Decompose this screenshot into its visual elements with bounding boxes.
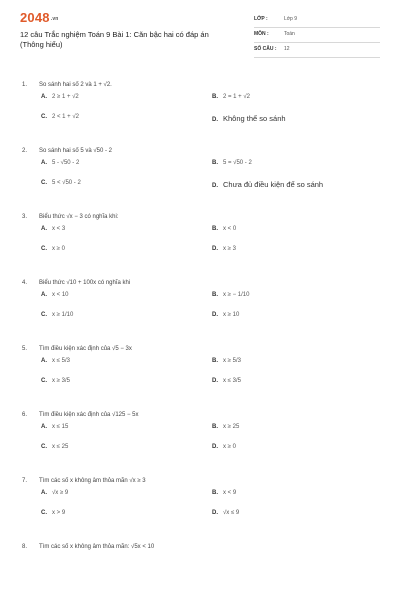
option-label: A.	[41, 490, 47, 496]
answer-option[interactable]	[212, 292, 249, 298]
question-text: So sánh hai số 2 và 1 + √2.	[39, 82, 112, 88]
title-line-1: 12 câu Trắc nghiệm Toán 9 Bài 1: Căn bậc hai có đáp án	[20, 30, 209, 39]
answer-option[interactable]	[41, 510, 65, 516]
question-stem	[22, 212, 382, 224]
option-text: x ≥ 0	[52, 246, 65, 252]
question-stem	[22, 476, 382, 488]
option-row	[22, 488, 382, 508]
option-label: D.	[212, 246, 218, 252]
option-row	[22, 508, 382, 528]
answer-option[interactable]	[212, 444, 236, 450]
option-label: A.	[41, 358, 47, 364]
option-text: x ≤ 25	[52, 444, 69, 450]
document-header	[0, 0, 400, 62]
answer-option[interactable]	[212, 246, 236, 252]
question-number: 6.	[22, 412, 28, 418]
option-text: x ≥ 0	[223, 444, 236, 450]
option-row	[22, 158, 382, 178]
option-label: D.	[212, 378, 218, 384]
answer-option[interactable]	[41, 444, 68, 450]
option-text: x > 9	[52, 510, 66, 516]
question-stem	[22, 278, 382, 290]
question-item	[22, 344, 382, 410]
option-row	[22, 356, 382, 376]
option-text: Không thể so sánh	[223, 114, 286, 123]
meta-label: LỚP :	[254, 16, 268, 22]
question-stem	[22, 80, 382, 92]
question-text: Tìm điều kiện xác định của √125 − 5x	[39, 412, 139, 418]
option-text: 2 = 1 + √2	[223, 94, 250, 100]
answer-option[interactable]	[41, 114, 79, 120]
answer-option[interactable]	[212, 226, 236, 232]
answer-option[interactable]	[41, 378, 70, 384]
option-text: 5 = √50 - 2	[223, 160, 252, 166]
option-text: x ≥ 25	[223, 424, 240, 430]
option-text: 5 - √50 - 2	[52, 160, 80, 166]
meta-row-class	[254, 13, 380, 28]
answer-option[interactable]	[212, 358, 241, 364]
option-text: x ≥ 10	[223, 312, 240, 318]
meta-row-count	[254, 43, 380, 58]
meta-value: Toán	[284, 31, 295, 37]
document-title	[20, 30, 245, 50]
option-text: x < 0	[223, 226, 237, 232]
meta-row-subject	[254, 28, 380, 43]
question-item	[22, 542, 382, 554]
question-item	[22, 212, 382, 278]
answer-option[interactable]	[212, 424, 239, 430]
question-stem	[22, 146, 382, 158]
meta-value: 12	[284, 46, 290, 52]
site-logo[interactable]	[20, 10, 59, 25]
option-row	[22, 224, 382, 244]
question-number: 2.	[22, 148, 28, 154]
answer-option[interactable]	[212, 510, 239, 516]
option-label: D.	[212, 117, 218, 123]
logo-main: 2048	[20, 10, 50, 25]
option-label: C.	[41, 312, 47, 318]
question-number: 8.	[22, 544, 28, 550]
question-number: 4.	[22, 280, 28, 286]
answer-option[interactable]	[212, 114, 286, 123]
answer-option[interactable]	[212, 180, 323, 189]
option-row	[22, 244, 382, 264]
question-item	[22, 476, 382, 542]
question-spacer	[22, 132, 382, 146]
question-text: Tìm các số x không âm thỏa mãn: √5x < 10	[39, 544, 155, 550]
option-text: x ≤ 3/5	[223, 378, 241, 384]
answer-option[interactable]	[41, 490, 68, 496]
option-label: A.	[41, 160, 47, 166]
option-label: C.	[41, 246, 47, 252]
question-stem	[22, 542, 382, 554]
option-text: x ≤ 15	[52, 424, 69, 430]
meta-label: SỐ CÂU :	[254, 46, 277, 52]
question-spacer	[22, 264, 382, 278]
option-text: x < 3	[52, 226, 66, 232]
option-label: C.	[41, 114, 47, 120]
option-text: x ≤ 5/3	[52, 358, 70, 364]
question-spacer	[22, 396, 382, 410]
answer-option[interactable]	[41, 358, 70, 364]
option-text: x < 10	[52, 292, 69, 298]
question-number: 3.	[22, 214, 28, 220]
question-item	[22, 146, 382, 212]
logo-sub: .vn	[50, 15, 59, 22]
option-label: C.	[41, 180, 47, 186]
option-text: 2 < 1 + √2	[52, 114, 79, 120]
meta-info	[254, 13, 380, 58]
question-stem	[22, 344, 382, 356]
question-spacer	[22, 528, 382, 542]
question-text: Tìm điều kiện xác định của √5 − 3x	[39, 346, 132, 352]
option-label: B.	[212, 424, 218, 430]
option-text: x ≥ 3	[223, 246, 236, 252]
option-label: B.	[212, 292, 218, 298]
option-label: D.	[212, 312, 218, 318]
option-label: C.	[41, 510, 47, 516]
question-item	[22, 410, 382, 476]
option-label: D.	[212, 444, 218, 450]
option-label: A.	[41, 292, 47, 298]
question-text: Biểu thức √x − 3 có nghĩa khi:	[39, 214, 119, 220]
option-row	[22, 442, 382, 462]
option-text: √x ≤ 9	[223, 510, 240, 516]
question-list	[22, 80, 382, 554]
meta-label: MÔN :	[254, 31, 269, 37]
title-line-2: (Thông hiểu)	[20, 40, 63, 49]
answer-option[interactable]	[212, 378, 241, 384]
answer-option[interactable]	[41, 312, 73, 318]
option-label: B.	[212, 358, 218, 364]
question-number: 7.	[22, 478, 28, 484]
answer-option[interactable]	[41, 424, 68, 430]
question-item	[22, 278, 382, 344]
option-row	[22, 92, 382, 112]
option-text: 5 < √50 - 2	[52, 180, 81, 186]
option-label: B.	[212, 226, 218, 232]
answer-option[interactable]	[41, 292, 69, 298]
option-row	[22, 178, 382, 198]
option-text: √x ≥ 9	[52, 490, 69, 496]
option-label: A.	[41, 94, 47, 100]
answer-option[interactable]	[41, 160, 79, 166]
option-row	[22, 422, 382, 442]
question-spacer	[22, 330, 382, 344]
answer-option[interactable]	[41, 94, 79, 100]
option-row	[22, 310, 382, 330]
question-spacer	[22, 198, 382, 212]
option-text: x ≥ − 1/10	[223, 292, 250, 298]
option-text: x ≥ 1/10	[52, 312, 74, 318]
option-label: B.	[212, 490, 218, 496]
answer-option[interactable]	[41, 226, 65, 232]
question-text: Biểu thức √10 + 100x có nghĩa khi	[39, 280, 131, 286]
option-label: C.	[41, 444, 47, 450]
question-text: Tìm các số x không âm thỏa mãn √x ≥ 3	[39, 478, 146, 484]
option-label: A.	[41, 226, 47, 232]
option-row	[22, 290, 382, 310]
option-label: B.	[212, 94, 218, 100]
question-number: 5.	[22, 346, 28, 352]
option-text: x ≥ 3/5	[52, 378, 70, 384]
question-stem	[22, 410, 382, 422]
option-label: B.	[212, 160, 218, 166]
option-row	[22, 376, 382, 396]
question-text: So sánh hai số 5 và √50 - 2	[39, 148, 113, 154]
option-text: 2 ≥ 1 + √2	[52, 94, 79, 100]
option-text: x < 9	[223, 490, 237, 496]
answer-option[interactable]	[212, 312, 239, 318]
option-label: D.	[212, 510, 218, 516]
question-item	[22, 80, 382, 146]
answer-option[interactable]	[212, 94, 250, 100]
meta-value: Lớp 9	[284, 16, 298, 22]
answer-option[interactable]	[212, 490, 236, 496]
question-spacer	[22, 462, 382, 476]
option-row	[22, 112, 382, 132]
option-text: x ≥ 5/3	[223, 358, 241, 364]
option-label: D.	[212, 183, 218, 189]
option-label: A.	[41, 424, 47, 430]
answer-option[interactable]	[41, 246, 65, 252]
answer-option[interactable]	[212, 160, 252, 166]
question-number: 1.	[22, 82, 28, 88]
option-text: Chưa đủ điều kiện để so sánh	[223, 180, 324, 189]
answer-option[interactable]	[41, 180, 81, 186]
option-label: C.	[41, 378, 47, 384]
